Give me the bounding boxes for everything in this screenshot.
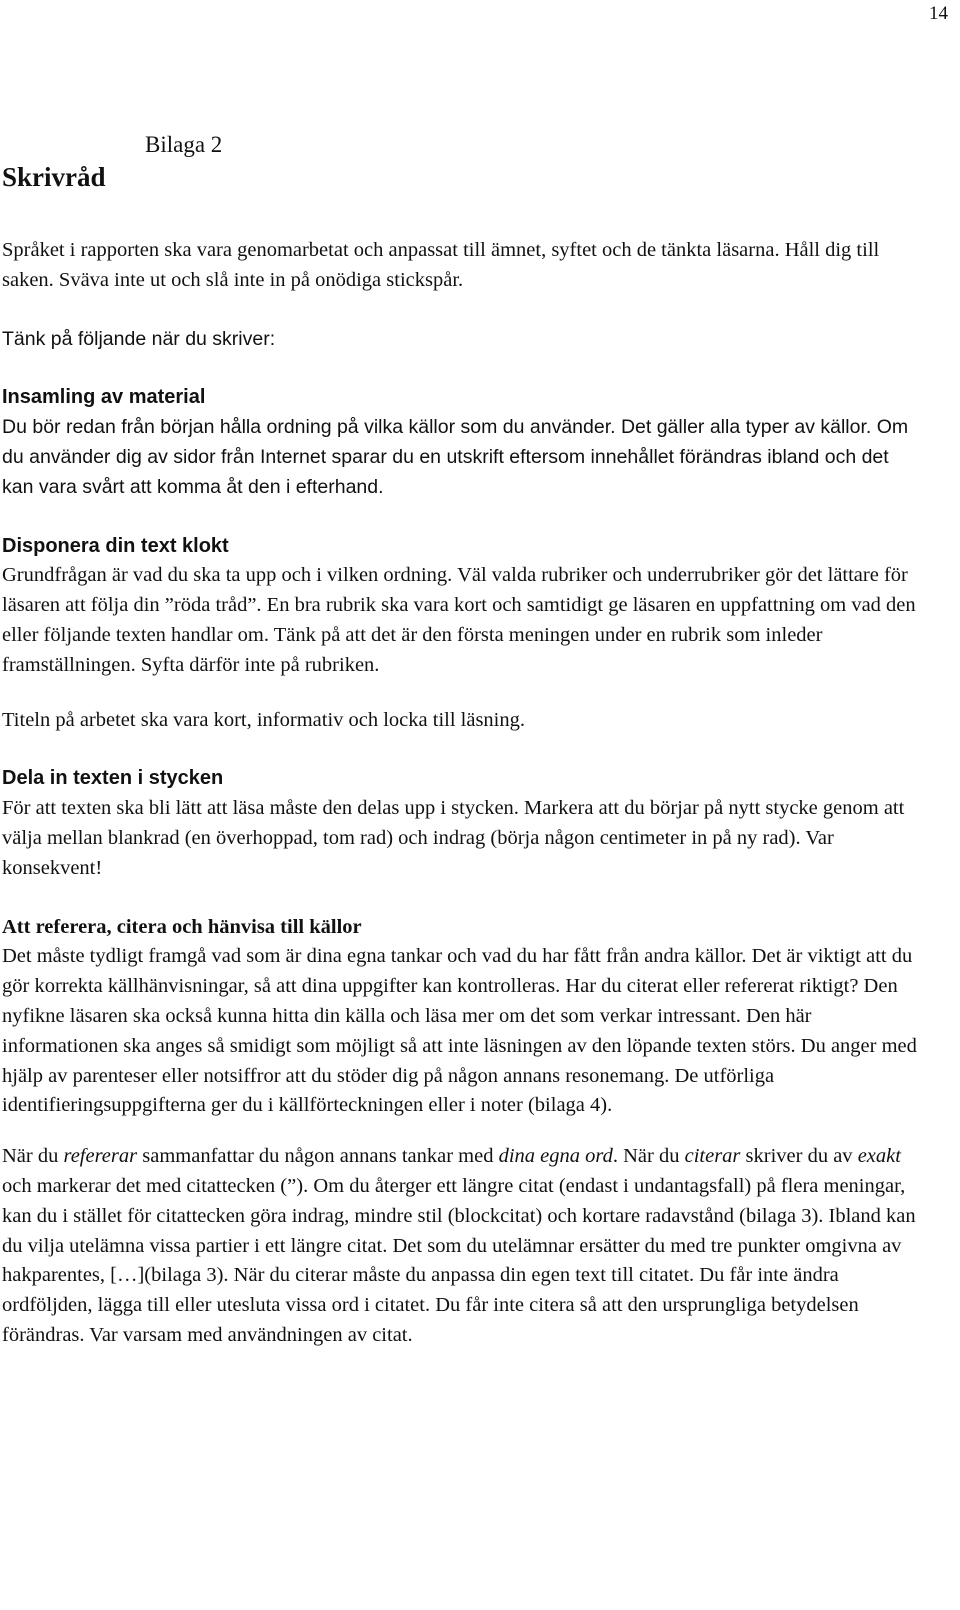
quoting-text-3: . När du <box>612 1145 685 1168</box>
paragraphs-paragraph: För att texten ska bli lätt att läsa måste den delas upp i stycken. Markera att du börjar på nytt stycke genom att välja mellan blankrad (en överhoppad, tom rad) och indrag (börja någon centimeter in på ny rad). Var konsekvent! <box>2 797 905 879</box>
quoting-text-2: sammanfattar du någon annans tankar med <box>137 1145 499 1168</box>
quoting-paragraph <box>2 1142 920 1351</box>
heading-collection: Insamling av material <box>2 386 206 409</box>
document-body <box>2 236 920 1351</box>
title-block <box>2 126 922 196</box>
term-exakt: exakt <box>857 1145 901 1168</box>
referencing-paragraph: Det måste tydligt framgå vad som är dina egna tankar och vad du har fått från andra källor. Det är viktigt att du gör korrekta källhänvisningar, så att dina uppgifter kan kontrolleras. Har du citerat eller refererat riktigt? Den nyfikne läsaren ska också kunna hitta din källa och läsa mer om det som verkar intressant. Den här informationen ska anges så smidigt som möjligt så att inte läsningen av den löpande texten störs. Du anger med hjälp av parenteser eller notsiffror att du stöder dig på någon annans resonemang. De utförliga identifieringsuppgifterna ger du i källförteckningen eller i noter (bilaga 4). <box>2 945 917 1117</box>
title-note-paragraph: Titeln på arbetet ska vara kort, informativ och locka till läsning. <box>2 708 526 731</box>
writing-prompt: Tänk på följande när du skriver: <box>2 327 276 350</box>
heading-paragraphs: Dela in texten i stycken <box>2 767 224 790</box>
quoting-text-1: När du <box>2 1145 64 1168</box>
heading-referencing: Att referera, citera och hänvisa till källor <box>2 915 362 938</box>
quoting-text-4: skriver du av <box>740 1145 858 1168</box>
document-title: Skrivråd <box>2 162 106 192</box>
term-refererar: refererar <box>63 1145 138 1168</box>
heading-disposition: Disponera din text klokt <box>2 534 229 557</box>
annex-label: Bilaga 2 <box>145 132 223 157</box>
intro-paragraph: Språket i rapporten ska vara genomarbetat och anpassat till ämnet, syftet och de tänkta läsarna. Håll dig till saken. Sväva inte ut och slå inte in på onödiga stickspår. <box>2 239 880 291</box>
quoting-text-5: och markerar det med citattecken (”). Om du återger ett längre citat (endast i undantagsfall) på flera meningar, kan du i stället för citattecken göra indrag, mindre stil (blockcitat) och kortare radavstånd (bilaga 3). Ibland kan du vilja utelämna vissa partier i ett längre citat. Det som du utelämnar ersätter du med tre punkter omgivna av hakparentes, […](bilaga 3). När du citerar måste du anpassa din egen text till citatet. Du får inte ändra ordföljden, lägga till eller utesluta vissa ord i citatet. Du får inte citera så att den ursprungliga betydelsen förändras. Var varsam med användningen av citat. <box>2 1174 916 1346</box>
collection-paragraph: Du bör redan från början hålla ordning på vilka källor som du använder. Det gäller alla typer av källor. Om du använder dig av sidor från Internet sparar du en utskrift eftersom innehållet förändras ibland och det kan vara svårt att komma åt den i efterhand. <box>2 416 909 498</box>
term-dina-egna-ord: dina egna ord <box>498 1145 613 1168</box>
term-citerar: citerar <box>684 1145 741 1168</box>
page-number: 14 <box>929 3 948 24</box>
disposition-paragraph: Grundfrågan är vad du ska ta upp och i vilken ordning. Väl valda rubriker och underrubriker gör det lättare för läsaren att följa din ”röda tråd”. En bra rubrik ska vara kort och samtidigt ge läsaren en uppfattning om vad den eller följande texten handlar om. Tänk på att det är den första meningen under en rubrik som inleder framställningen. Syfta därför inte på rubriken. <box>2 564 916 676</box>
